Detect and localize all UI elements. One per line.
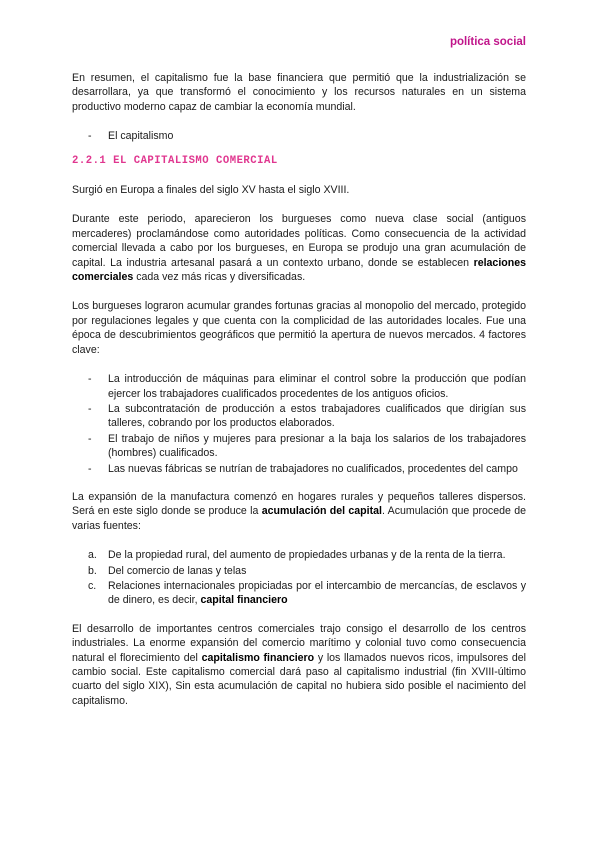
bold-term: acumulación del capital	[261, 505, 382, 518]
paragraph-manufactura	[72, 490, 526, 533]
paragraph-fortunas: Los burgueses lograron acumular grandes fortunas gracias al monopolio del mercado, protegido por regulaciones legales y que cuenta con la complicidad de las autoridades locales. Fue una época de descubrimientos geográficos que permitió la apertura de nuevos mercados. 4 factores clave:	[72, 300, 526, 356]
list-item	[88, 372, 526, 401]
list-marker: a.	[88, 549, 97, 562]
page-header-title: política social	[449, 36, 526, 48]
sources-list	[72, 548, 526, 608]
paragraph-centros	[72, 622, 526, 708]
bullet-text: El capitalismo	[108, 130, 174, 143]
list-item	[88, 564, 526, 578]
factors-list	[72, 372, 526, 476]
list-marker: b.	[88, 564, 97, 577]
list-item-text: El trabajo de niños y mujeres para presionar a la baja los salarios de los trabajadores (hombres) cualificados.	[108, 432, 526, 460]
dash-marker: -	[88, 373, 92, 386]
bold-term: capital financiero	[200, 594, 288, 607]
bullet-item	[88, 129, 526, 143]
list-item	[88, 462, 526, 476]
list-item-text: Del comercio de lanas y telas	[108, 564, 247, 577]
dash-marker: -	[88, 432, 92, 445]
text-span: . Acumulación que procede de varias fuentes:	[72, 505, 526, 532]
paragraph-summary: En resumen, el capitalismo fue la base financiera que permitió que la industrialización se desarrollara, ya que transformó el conocimiento y los recursos naturales en un sistema productivo moderno capaz de cambiar la economía mundial.	[72, 72, 526, 113]
bold-term: capitalismo financiero	[201, 651, 315, 664]
list-item	[88, 432, 526, 461]
section-heading: 2.2.1 EL CAPITALISMO COMERCIAL	[72, 154, 278, 167]
paragraph-origin: Surgió en Europa a finales del siglo XV hasta el siglo XVIII.	[72, 184, 350, 197]
list-item-text: La introducción de máquinas para eliminar el control sobre la producción que podían ejercer los trabajadores cualificados procedentes de los antiguos oficios.	[108, 373, 526, 400]
bold-term: relaciones comerciales	[72, 256, 526, 284]
list-item-text: Las nuevas fábricas se nutrían de trabajadores no cualificados, procedentes del campo	[108, 462, 518, 475]
text-span: y los llamados nuevos ricos, impulsores del cambio social. Este capitalismo comercial dará paso al capitalismo industrial (fin XVIII-último cuarto del siglo XIX), Sin esta acumulación de capital no hubiera sido posible el nacimiento del capitalismo.	[72, 651, 526, 707]
list-item-text: La subcontratación de producción a estos trabajadores cualificados que dirigían sus talleres, cobrando por los productos elaborados.	[108, 402, 526, 430]
list-item-text	[108, 579, 526, 608]
list-item-text: De la propiedad rural, del aumento de propiedades urbanas y de la renta de la tierra.	[108, 549, 506, 562]
text-span: cada vez más ricas y diversificadas.	[133, 271, 306, 284]
text-span: Relaciones internacionales propiciadas por el intercambio de mercancías, de esclavos y de dinero, es decir,	[108, 579, 526, 607]
text-span: Durante este periodo, aparecieron los burgueses como nueva clase social (antiguos mercaderes) proclamándose como autoridades políticas. Como consecuencia de la actividad comercial llevada a cabo por los burgueses, en Europa se produjo una gran acumulación de capital. La industria artesanal pasará a un contexto urbano, donde se establecen	[72, 213, 526, 269]
list-item	[88, 579, 526, 608]
dash-marker: -	[88, 462, 92, 475]
list-item	[88, 402, 526, 431]
list-marker: c.	[88, 579, 97, 592]
paragraph-burgueses	[72, 212, 526, 284]
text-span: El desarrollo de importantes centros comerciales trajo consigo el desarrollo de los centros industriales. La enorme expansión del comercio marítimo y colonial tuvo como consecuencia natural el florecimiento del	[72, 622, 526, 664]
list-item	[88, 548, 526, 562]
dash-marker: -	[88, 402, 92, 415]
dash-marker: -	[88, 130, 92, 143]
text-span: La expansión de la manufactura comenzó en hogares rurales y pequeños talleres dispersos. Será en este siglo donde se produce la	[72, 490, 526, 518]
document-body	[72, 71, 526, 723]
